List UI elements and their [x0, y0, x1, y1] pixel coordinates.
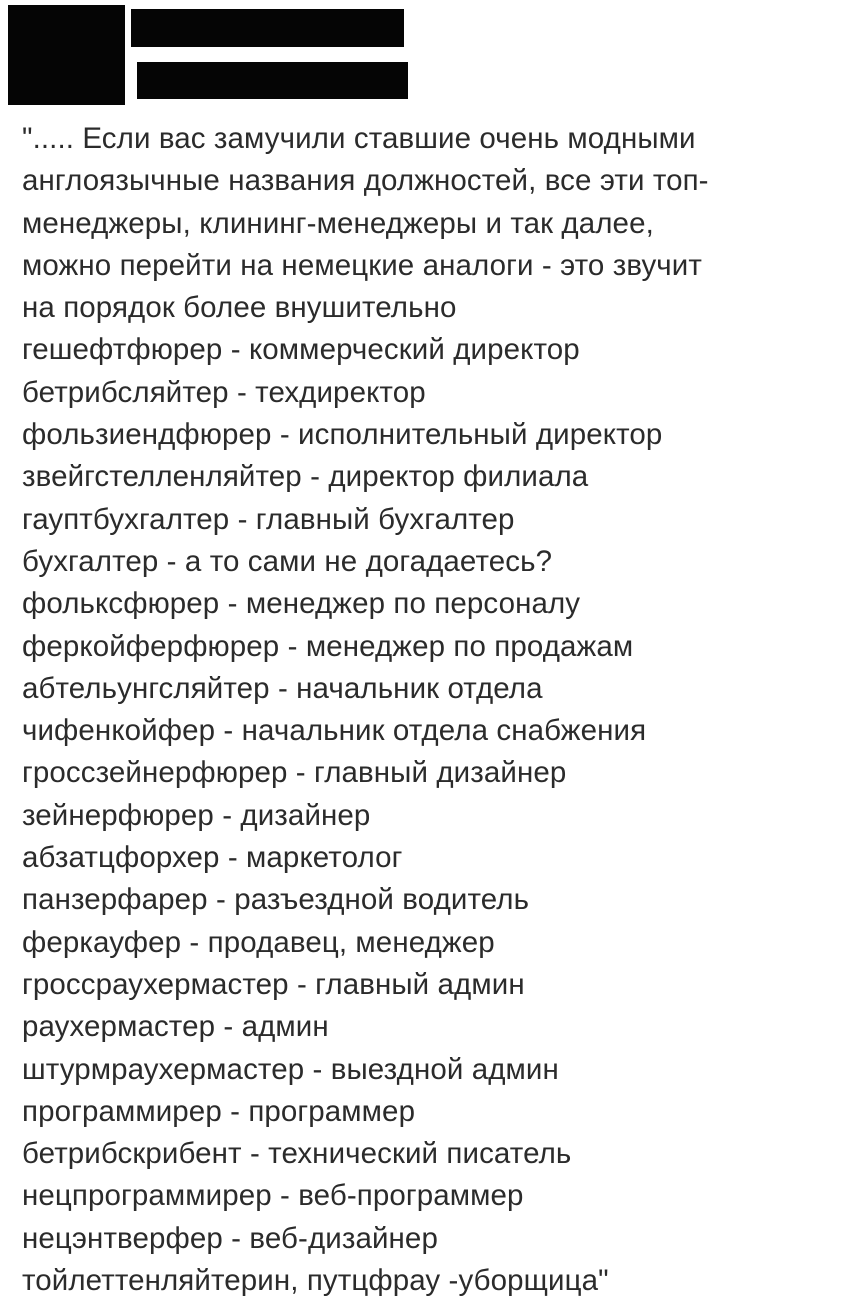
post-text-line: панзерфарер - разъездной водитель	[22, 883, 530, 917]
post-text-line: абтельунгсляйтер - начальник отдела	[22, 671, 543, 705]
post-text	[22, 118, 844, 1302]
post-text-line: бетрибскрибент - технический писатель	[22, 1137, 572, 1171]
post-text-line: гроссзейнерфюрер - главный дизайнер	[22, 756, 567, 790]
post-text-line: фользиендфюрер - исполнительный директор	[22, 418, 663, 452]
post-text-line: англоязычные названия должностей, все эти топ-	[22, 164, 709, 198]
post-text-line: гешефтфюрер - коммерческий директор	[22, 333, 580, 367]
post-text-line: можно перейти на немецкие аналоги - это звучит	[22, 248, 702, 282]
post-text-line: менеджеры, клининг-менеджеры и так далее,	[22, 206, 654, 240]
post-text-line: чифенкойфер - начальник отдела снабжения	[22, 714, 647, 748]
post-text-line: "..... Если вас замучили ставшие очень модными	[22, 122, 696, 155]
post-text-line: программирер - программер	[22, 1094, 416, 1128]
post-date-redacted	[137, 62, 408, 99]
avatar-redacted	[8, 5, 125, 105]
post-text-line: зейнерфюрер - дизайнер	[22, 798, 371, 832]
author-name-redacted	[131, 9, 404, 47]
post-text-line: фольксфюрер - менеджер по персоналу	[22, 587, 581, 621]
post-text-line: раухермастер - админ	[22, 1010, 329, 1044]
post-text-line: феркауфер - продавец, менеджер	[22, 925, 495, 959]
post-text-line: на порядок более внушительно	[22, 291, 457, 325]
post-text-line: абзатцфорхер - маркетолог	[22, 841, 403, 875]
post-header	[0, 0, 850, 110]
post-text-line: феркойферфюрер - менеджер по продажам	[22, 629, 634, 663]
post-text-line: тойлеттенляйтерин, путцфрау -уборщица"	[22, 1264, 609, 1298]
post-text-line: гроссраухермастер - главный админ	[22, 967, 525, 1001]
post-text-line: нецпрограммирер - веб-программер	[22, 1179, 524, 1213]
post-text-line: звейгстелленляйтер - директор филиала	[22, 460, 589, 494]
post-text-line: нецэнтверфер - веб-дизайнер	[22, 1221, 438, 1255]
post-text-line: штурмраухермастер - выездной админ	[22, 1052, 559, 1086]
post-text-line: гауптбухгалтер - главный бухгалтер	[22, 502, 515, 536]
post-text-line: бетрибсляйтер - техдиректор	[22, 375, 426, 409]
post-text-line: бухгалтер - а то сами не догадаетесь?	[22, 544, 553, 578]
